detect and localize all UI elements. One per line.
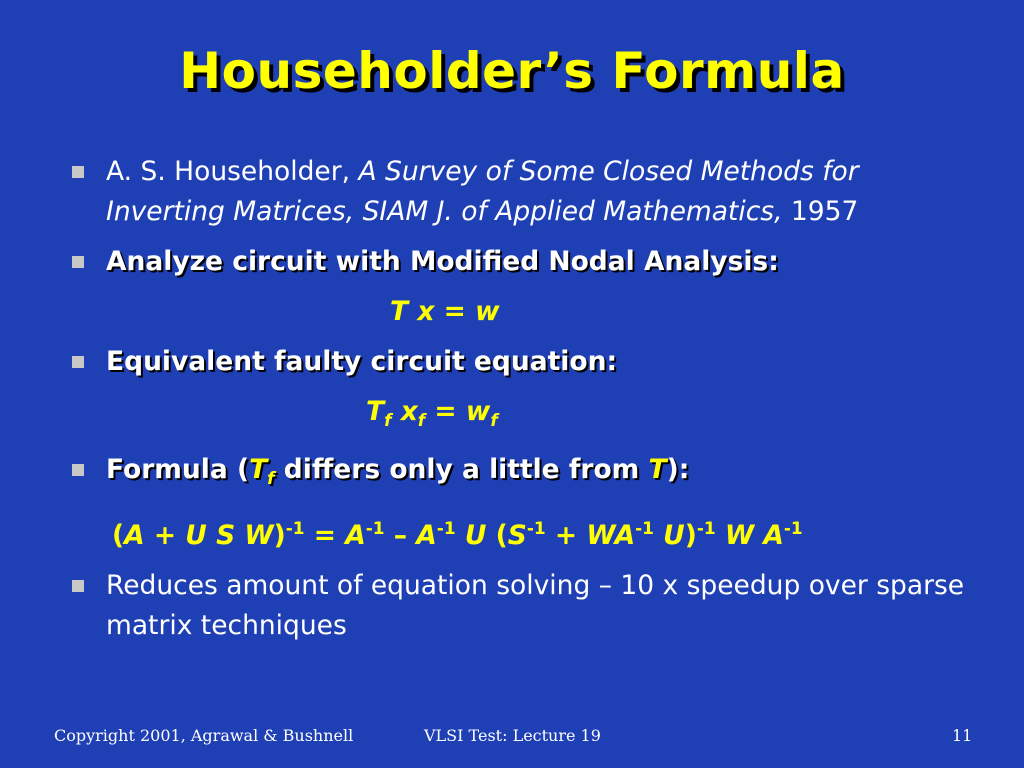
eq3-U2: U	[464, 520, 487, 551]
bullet-formula	[68, 450, 968, 498]
eq3-U3: U	[663, 520, 685, 551]
eq3-U: U	[185, 520, 207, 551]
formula-Tf-sub: f	[267, 468, 275, 488]
eq1-equals: =	[443, 296, 466, 327]
speedup-text: Reduces amount of equation solving – 10 x speedup over sparse matrix techniques	[106, 570, 965, 641]
eq3-S2: S	[507, 520, 527, 551]
reference-author: A. S. Householder,	[106, 156, 359, 187]
eq3-WA: WA	[586, 520, 636, 551]
eq3-inv-5: -1	[635, 518, 654, 538]
eq3-paren-open2: (	[486, 520, 508, 551]
eq1-T: T	[390, 296, 409, 327]
bullet-analyze	[68, 242, 968, 282]
eq3-inv-4: -1	[526, 518, 546, 538]
reference-work: A Survey of Some Closed Methods for Inverting Matrices, SIAM J. of Applied Mathematics,	[106, 156, 859, 227]
eq2-equals: =	[434, 396, 457, 427]
footer-lecture: VLSI Test: Lecture 19	[424, 726, 601, 745]
eq3-A: A	[124, 520, 145, 551]
slide-title: Householder’s Formula	[179, 42, 845, 100]
eq3-paren-open: (	[112, 520, 125, 551]
eq3-S: S	[216, 520, 236, 551]
eq2-x: x	[400, 396, 418, 427]
eq2-T-sub: f	[384, 410, 392, 430]
square-bullet-icon	[72, 464, 84, 476]
eq2-w-sub: f	[490, 410, 498, 430]
eq3-inv-1: -1	[285, 518, 305, 538]
eq3-plus2: +	[545, 520, 587, 551]
analyze-text: Analyze circuit with Modified Nodal Analysis:	[106, 246, 779, 277]
bullet-speedup	[68, 566, 968, 646]
square-bullet-icon	[72, 356, 84, 368]
eq3-inv-6: -1	[696, 518, 716, 538]
eq3-plus: +	[144, 520, 186, 551]
eq3-minus: –	[384, 520, 417, 551]
formula-middle: differs only a little from	[274, 454, 649, 485]
eq2-w: w	[465, 396, 491, 427]
eq2-T: T	[366, 396, 385, 427]
eq1-x: x	[417, 296, 435, 327]
square-bullet-icon	[72, 580, 84, 592]
bullet-faulty	[68, 342, 968, 382]
eq3-W: W	[244, 520, 274, 551]
eq2-x-sub: f	[417, 410, 426, 430]
eq3-A4: A	[763, 520, 784, 551]
eq3-A3: A	[416, 520, 437, 551]
eq3-A2: A	[345, 520, 366, 551]
eq1-w: w	[475, 296, 500, 327]
reference-year: 1957	[782, 196, 859, 227]
eq3-paren-close: )	[273, 520, 286, 551]
formula-suffix: ):	[666, 454, 690, 485]
bullet-reference	[68, 152, 968, 232]
eq3-paren-close2: )	[684, 520, 697, 551]
eq3-inv-7: -1	[783, 518, 803, 538]
eq3-W2: W	[724, 520, 755, 551]
slide-content	[68, 152, 968, 656]
formula-T: T	[648, 454, 667, 485]
footer-page-number: 11	[952, 726, 973, 745]
eq3-inv-2: -1	[365, 518, 385, 538]
eq3-equals: =	[304, 520, 346, 551]
formula-Tf: T	[249, 454, 268, 485]
square-bullet-icon	[72, 166, 84, 178]
formula-prefix: Formula (	[106, 454, 250, 485]
equation-faulty	[68, 392, 968, 440]
footer-copyright: Copyright 2001, Agrawal & Bushnell	[54, 726, 354, 745]
eq3-inv-3: -1	[436, 518, 456, 538]
faulty-text: Equivalent faulty circuit equation:	[106, 346, 618, 377]
square-bullet-icon	[72, 256, 84, 268]
equation-householder	[68, 508, 968, 556]
equation-nominal	[68, 292, 968, 332]
